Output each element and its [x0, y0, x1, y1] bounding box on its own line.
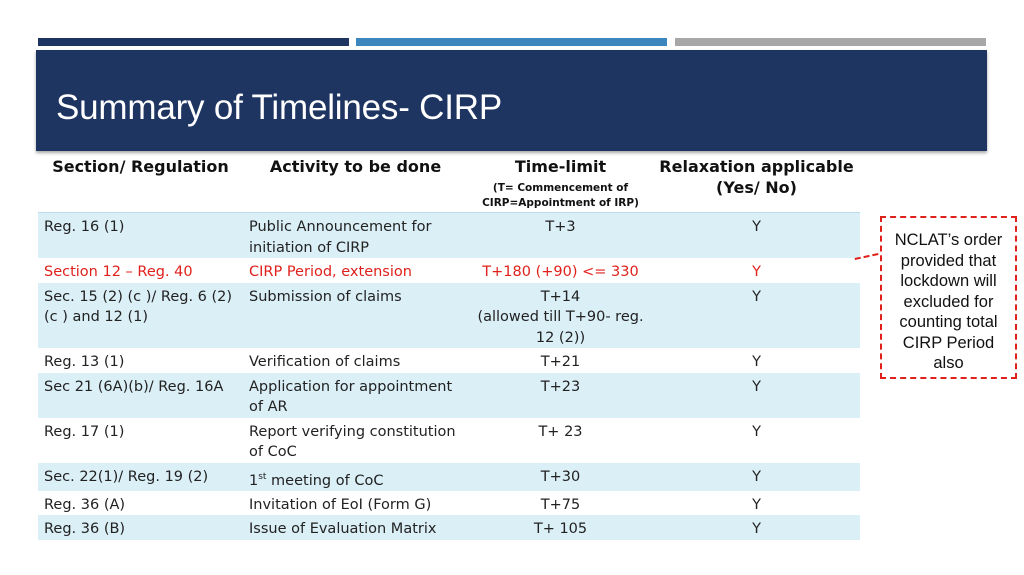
- cell-section: Reg. 17 (1): [38, 418, 243, 463]
- cell-relax: Y: [653, 463, 860, 491]
- cell-section: Reg. 13 (1): [38, 348, 243, 373]
- cell-section: Reg. 36 (B): [38, 515, 243, 540]
- cell-relax: Y: [653, 515, 860, 540]
- table-row: [38, 373, 860, 418]
- cell-section: Reg. 36 (A): [38, 491, 243, 516]
- table-row-highlighted: [38, 258, 860, 283]
- header-relaxation: Relaxation applicable (Yes/ No): [653, 152, 860, 213]
- cell-relax: Y: [653, 213, 860, 259]
- cell-relax: Y: [653, 283, 860, 349]
- header-activity: Activity to be done: [269, 157, 442, 176]
- cell-time: T+30: [468, 463, 653, 491]
- cell-activity: 1st meeting of CoC: [243, 463, 468, 491]
- cell-section: Sec. 15 (2) (c )/ Reg. 6 (2)(c ) and 12 (1): [38, 283, 243, 349]
- cell-activity: Report verifying constitution of CoC: [243, 418, 468, 463]
- cell-section: Sec. 22(1)/ Reg. 19 (2): [38, 463, 243, 491]
- accent-bar-blue: [356, 38, 667, 46]
- nclat-callout: NCLAT’s order provided that lockdown will excluded for counting total CIRP Period also: [880, 216, 1017, 379]
- cell-time: T+3: [468, 213, 653, 259]
- table-row: [38, 418, 860, 463]
- table-row: [38, 213, 860, 259]
- cell-relax: Y: [653, 373, 860, 418]
- cell-time-note: (allowed till T+90- reg. 12 (2)): [477, 309, 644, 346]
- header-time-limit-note: (T= Commencement of CIRP=Appointment of IRP): [482, 182, 639, 209]
- table-row: [38, 491, 860, 516]
- cell-relax: Y: [653, 491, 860, 516]
- table-row: [38, 283, 860, 349]
- cell-time: T+14 (allowed till T+90- reg. 12 (2)): [468, 283, 653, 349]
- header-time-limit: Time-limit (T= Commencement of CIRP=Appointment of IRP): [468, 152, 653, 213]
- cell-time: T+ 105: [468, 515, 653, 540]
- header-relaxation-note: (Yes/ No): [716, 178, 797, 197]
- cell-activity: Public Announcement for initiation of CIRP: [243, 213, 468, 259]
- cell-section: Sec 21 (6A)(b)/ Reg. 16A: [38, 373, 243, 418]
- accent-bar-grey: [675, 38, 986, 46]
- title-banner: [36, 50, 987, 151]
- header-section: Section/ Regulation: [52, 157, 229, 176]
- table-row: [38, 515, 860, 540]
- cell-activity: Submission of claims: [243, 283, 468, 349]
- slide-title: Summary of Timelines- CIRP: [56, 88, 503, 127]
- cell-time: T+180 (+90) <= 330: [468, 258, 653, 283]
- cell-relax: Y: [653, 348, 860, 373]
- cell-activity: Application for appointment of AR: [243, 373, 468, 418]
- table-row: [38, 463, 860, 491]
- cell-time: T+23: [468, 373, 653, 418]
- cell-time: T+75: [468, 491, 653, 516]
- cell-time: T+21: [468, 348, 653, 373]
- table-row: [38, 348, 860, 373]
- table-header-row: [38, 152, 860, 213]
- cell-activity: Issue of Evaluation Matrix: [243, 515, 468, 540]
- cell-activity: Verification of claims: [243, 348, 468, 373]
- cell-time: T+ 23: [468, 418, 653, 463]
- cell-section: Reg. 16 (1): [38, 213, 243, 259]
- cell-relax: Y: [653, 258, 860, 283]
- cell-relax: Y: [653, 418, 860, 463]
- cell-activity: Invitation of EoI (Form G): [243, 491, 468, 516]
- timelines-table: [38, 152, 860, 540]
- accent-bar-navy: [38, 38, 349, 46]
- cell-activity: CIRP Period, extension: [243, 258, 468, 283]
- cell-section: Section 12 – Reg. 40: [38, 258, 243, 283]
